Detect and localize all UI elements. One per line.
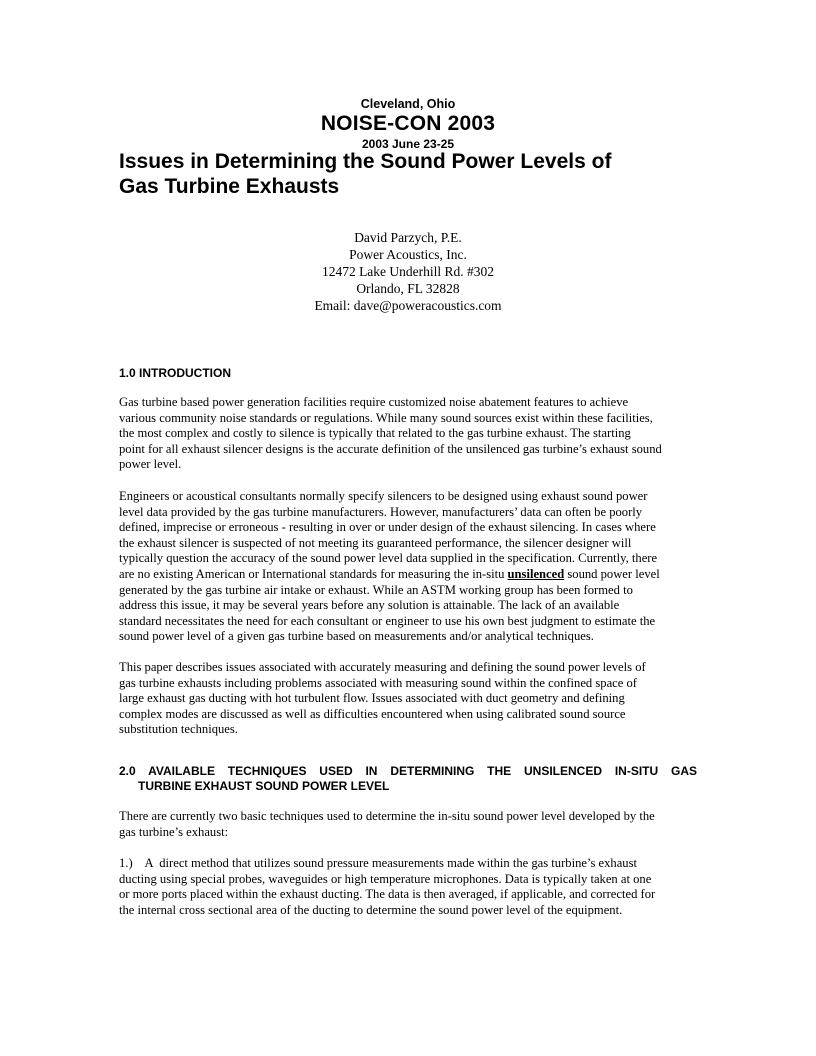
- text-line: [119, 567, 699, 583]
- intro-paragraph-1: [119, 395, 699, 473]
- title-line: Gas Turbine Exhausts: [119, 175, 340, 198]
- author-address-line2: Orlando, FL 32828: [356, 281, 460, 296]
- paper-title: [119, 149, 719, 199]
- text-line: power level.: [119, 457, 182, 472]
- author-company: Power Acoustics, Inc.: [349, 247, 467, 262]
- author-block: [0, 229, 816, 314]
- text-line: the internal cross sectional area of the ducting to determine the sound power level of the equipment.: [119, 902, 623, 917]
- text-line: defined, imprecise or erroneous - resulting in over or under design of the exhaust silencing. In cases where: [119, 520, 656, 535]
- author-email: Email: dave@poweracoustics.com: [314, 298, 502, 313]
- conference-date: 2003 June 23-25: [361, 137, 455, 151]
- text-line: This paper describes issues associated with accurately measuring and defining the sound power levels of: [119, 660, 646, 674]
- section-2-heading: 2.0 AVAILABLE TECHNIQUES USED IN DETERMINING THE UNSILENCED IN-SITU GAS: [119, 764, 697, 778]
- text-line: large exhaust gas ducting with hot turbulent flow. Issues associated with duct geometry and defining: [119, 691, 625, 706]
- text-line: gas turbine exhausts including problems associated with measuring sound within the confined space of: [119, 675, 637, 690]
- section-2-heading-continued: TURBINE EXHAUST SOUND POWER LEVEL: [138, 779, 390, 793]
- text-line: point for all exhaust silencer designs is the accurate definition of the unsilenced gas turbine’s exhaust sound: [119, 441, 662, 456]
- conference-city: Cleveland, Ohio: [360, 97, 456, 111]
- text-segment: are no existing American or International standards for measuring the in-situ: [119, 566, 508, 581]
- text-line: sound power level of a given gas turbine based on measurements and/or analytical techniques.: [119, 629, 594, 644]
- text-line: the exhaust silencer is suspected of not meeting its guaranteed performance, the silencer designer will: [119, 535, 632, 550]
- title-line: Issues in Determining the Sound Power Levels of: [119, 150, 612, 173]
- text-line: typically question the accuracy of the sound power level data supplied in the specification. Currently, there: [119, 551, 658, 566]
- conference-name: NOISE-CON 2003: [320, 112, 496, 135]
- text-line: level data provided by the gas turbine manufacturers. However, manufacturers’ data can often be poorly: [119, 504, 643, 519]
- section-2-paragraph-1: [119, 809, 699, 840]
- text-line: gas turbine’s exhaust:: [119, 824, 229, 839]
- section-2-paragraph-2: [119, 856, 699, 918]
- text-line: generated by the gas turbine air intake or exhaust. While an ASTM working group has been formed to: [119, 582, 633, 597]
- emphasized-word: unsilenced: [507, 566, 565, 581]
- text-line: address this issue, it may be several years before any solution is attainable. The lack of an available: [119, 598, 620, 613]
- text-line: There are currently two basic techniques used to determine the in-situ sound power level developed by the: [119, 809, 655, 823]
- text-line: standard necessitates the need for each consultant or engineer to use his own best judgment to estimate the: [119, 613, 656, 628]
- text-line: ducting using special probes, waveguides or high temperature microphones. Data is typically taken at one: [119, 871, 652, 886]
- text-line: or more ports placed within the exhaust ducting. The data is then averaged, if applicable, and corrected for: [119, 887, 656, 902]
- text-line: Gas turbine based power generation facilities require customized noise abatement features to achieve: [119, 395, 629, 409]
- author-address-line1: 12472 Lake Underhill Rd. #302: [321, 264, 495, 279]
- section-1-heading: 1.0 INTRODUCTION: [119, 366, 232, 380]
- text-line: substitution techniques.: [119, 722, 238, 737]
- author-name: David Parzych, P.E.: [354, 230, 462, 245]
- text-line: various community noise standards or regulations. While many sound sources exist within these facilities,: [119, 410, 653, 425]
- text-segment: sound power level: [564, 566, 660, 581]
- text-line: 1.) A direct method that utilizes sound pressure measurements made within the gas turbine’s exhaust: [119, 856, 637, 870]
- intro-paragraph-2: [119, 489, 699, 645]
- text-line: Engineers or acoustical consultants normally specify silencers to be designed using exhaust sound power: [119, 489, 648, 503]
- text-line: complex modes are discussed as well as difficulties encountered when using calibrated sound source: [119, 706, 626, 721]
- intro-paragraph-3: [119, 660, 699, 738]
- text-line: the most complex and costly to silence is typically that related to the gas turbine exhaust. The starting: [119, 426, 631, 441]
